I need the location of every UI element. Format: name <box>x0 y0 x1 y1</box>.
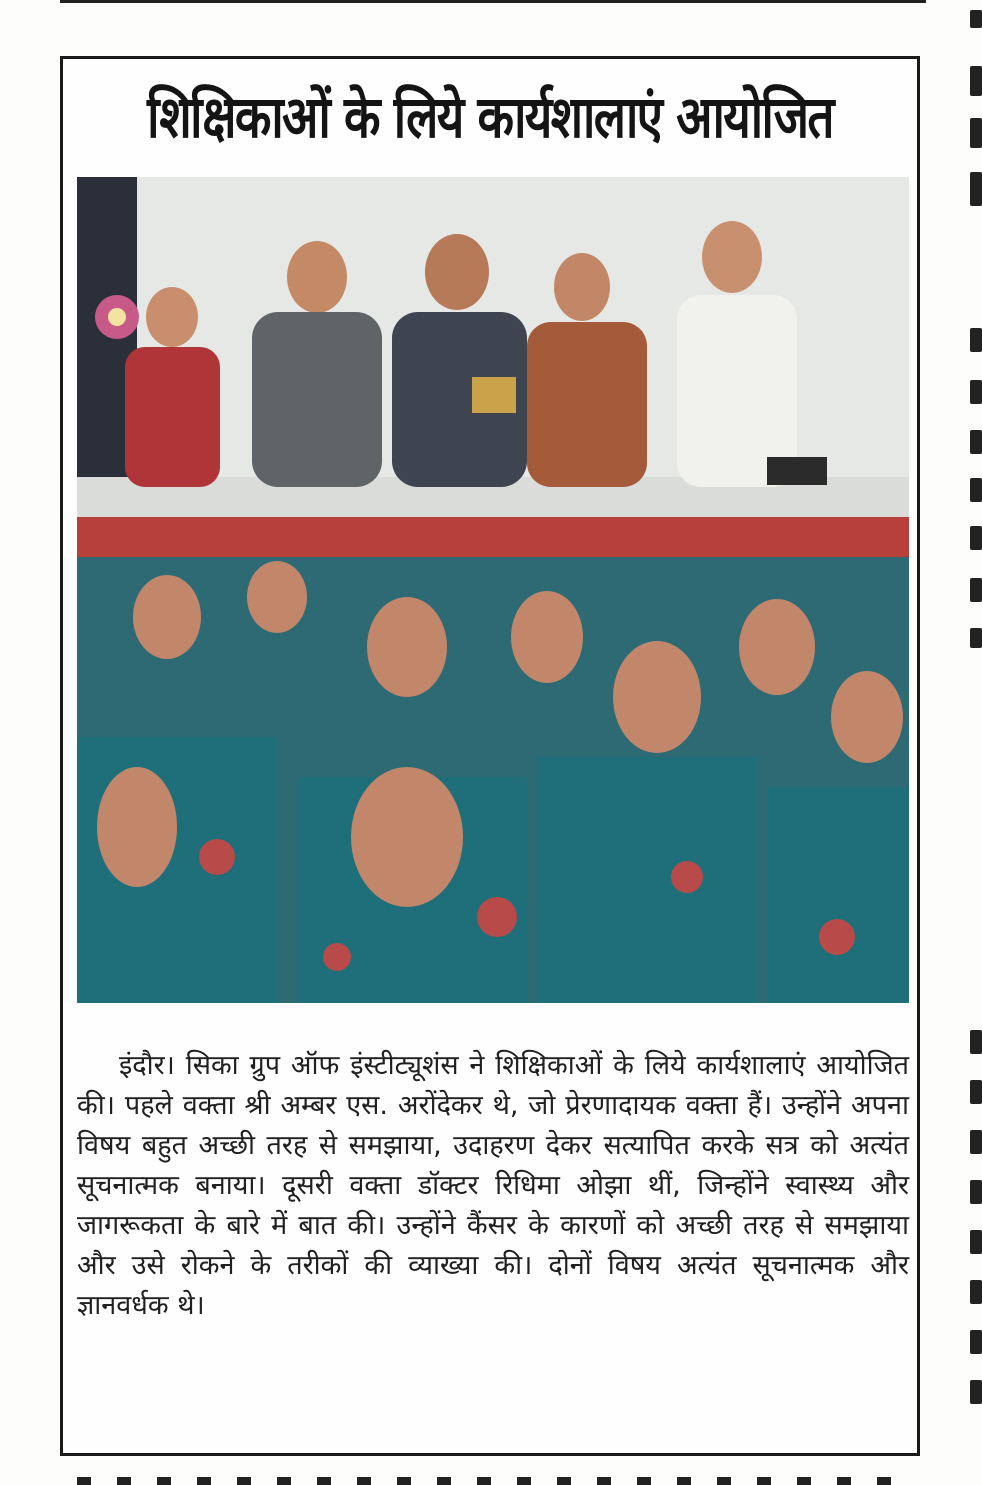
adjacent-column-fragment <box>968 0 982 1438</box>
article-body: इंदौर। सिका ग्रुप ऑफ इंस्टीट्यूशंस ने शिक्षिकाओं के लिये कार्यशालाएं आयोजित की। पहले वक्ता श्री अम्बर एस. अरोंदेकर थे, जो प्रेरणादायक वक्ता हैं। उन्होंने अपना विषय बहुत अच्छी तरह से समझाया, उदाहरण देकर सत्यापित करके सत्र को अत्यंत सूचनात्मक बनाया। दूसरी वक्ता डॉक्टर रिधिमा ओझा थीं, जिन्होंने स्वास्थ्य और जागरूकता के बारे में बात की। उन्होंने कैंसर के कारणों को अच्छी तरह से समझाया और उसे रोकने के तरीकों की व्याख्या की। दोनों विषय अत्यंत सूचनात्मक और ज्ञानवर्धक थे। <box>77 1050 909 1321</box>
article-photo <box>77 177 909 1003</box>
article-headline: शिक्षिकाओं के लिये कार्यशालाएं आयोजित <box>147 83 833 151</box>
top-rule <box>60 0 926 3</box>
news-article <box>60 56 920 1456</box>
next-line-fragment <box>77 1477 909 1485</box>
workshop-photo <box>77 177 909 1003</box>
